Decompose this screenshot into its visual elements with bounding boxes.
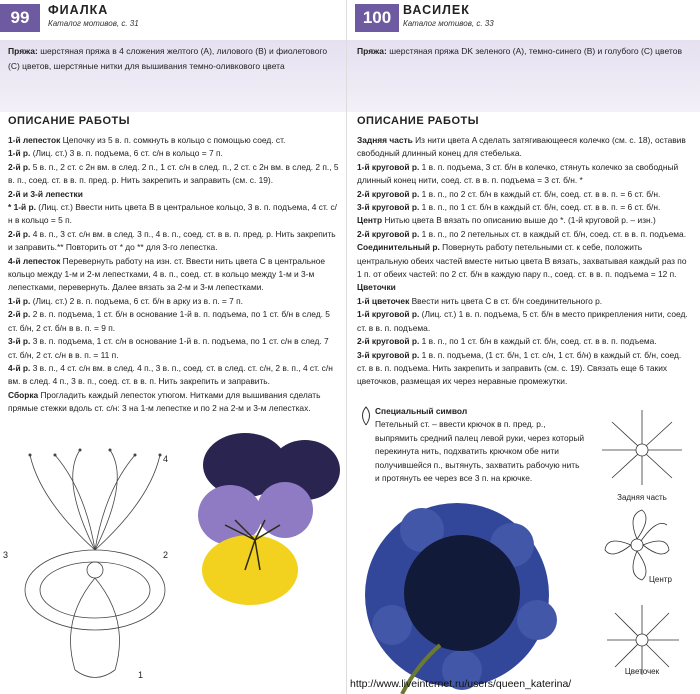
instruction-text: (Лиц. ст.) Ввести нить цвета B в центральное кольцо, 3 в. п. подъема, 4 ст. с/н в кольцо = 5 п. [8, 202, 337, 226]
instruction-label: Задняя часть [357, 135, 413, 145]
cornflower-photo [362, 485, 562, 694]
instruction-line [8, 161, 340, 188]
diagram-label-4: 4 [163, 454, 169, 464]
instruction-line [357, 214, 692, 227]
instruction-label: 3-й р. [8, 336, 31, 347]
instruction-line [357, 281, 692, 294]
instruction-line [357, 349, 692, 389]
instruction-line [357, 335, 692, 348]
instruction-line [8, 308, 340, 335]
instruction-label: Сборка [8, 389, 39, 400]
instruction-text: 4 в. п., 3 ст. с/н вм. в след. 3 п., 4 в. п., соед. ст. в в. п. пред. р. Нить закрепить и заправить.** Повторить от * до ** для 3-го лепестка. [8, 228, 336, 253]
instruction-label: 1-й р. [8, 295, 31, 306]
section-title: ОПИСАНИЕ РАБОТЫ [357, 115, 479, 127]
instruction-label: 2-й круговой р. [357, 336, 420, 347]
instruction-label: 4-й р. [8, 362, 31, 373]
yarn-text: шерстяная пряжа DK зеленого (A), темно-синего (B) и голубого (C) цветов [389, 46, 682, 56]
yarn-description [357, 44, 687, 59]
diagram-label-1: 1 [138, 670, 144, 680]
instruction-text: (Лиц. ст.) 1 в. п. подъема, 5 ст. б/н в место прикрепления нити, соед. ст. в в. п. подъема. [357, 309, 688, 333]
instruction-line [8, 188, 340, 201]
right-page [346, 0, 700, 694]
instruction-line [8, 335, 340, 362]
instruction-text: 1 в. п., по 2 ст. б/н в каждый ст. б/н, соед. ст. в в. п. = 6 ст. б/н. [419, 188, 661, 199]
pattern-title: ФИАЛКА [48, 3, 109, 17]
instruction-text: (Лиц. ст.) 3 в. п. подъема, 6 ст. с/н в кольцо = 7 п. [30, 148, 223, 159]
instruction-line [8, 134, 340, 147]
instruction-line [357, 188, 692, 201]
instruction-label: 1-й лепесток [8, 135, 61, 145]
pansy-photo [195, 430, 345, 610]
instruction-text: Ввести нить цвета C в ст. б/н соединительного р. [409, 295, 603, 306]
instruction-text: 1 в. п., по 1 ст. б/н в каждый ст. б/н, соед. ст. в в. п. = 6 ст. б/н. [419, 202, 661, 213]
loop-stitch-symbol-icon [357, 405, 375, 427]
instruction-text: Прогладить каждый лепесток утюгом. Нитками для вышивания сделать прямые стежки вдоль ст. с/н: 3 на 1-м лепестке и по 2 на 2-м и 3-м лепестках. [8, 389, 321, 414]
crochet-diagram [0, 440, 215, 694]
instruction-line [357, 295, 692, 308]
yarn-box [0, 40, 346, 112]
instruction-label: Соединительный р. [357, 242, 440, 253]
watermark: http://www.liveinternet.ru/users/queen_katerina/ [350, 678, 572, 690]
yarn-description [8, 44, 333, 74]
instructions [357, 134, 692, 389]
instruction-label: Цветочки [357, 282, 396, 293]
yarn-label: Пряжа: [8, 46, 38, 56]
instruction-line [357, 201, 692, 214]
instruction-label: 1-й круговой р. [357, 161, 420, 172]
diagram-label-center: Центр [649, 575, 672, 584]
special-text: Петельный ст. – ввести крючок в п. пред. р., выпрямить средний палец левой руки, через который перекинута нить, подхватить крючком обе нити получившейся п., вытянуть, захватить рабочую нить и протянуть ее через все 3 п. на крючке. [375, 419, 585, 484]
right-header [347, 0, 700, 40]
instruction-line [357, 308, 692, 335]
instruction-line [8, 389, 340, 416]
instruction-text: 1 в. п. подъема, 3 ст. б/н в колечко, стянуть колечко за свободный длинный конец нити, соед. ст. в в. п. подъема = 3 ст. б/н. * [357, 161, 679, 186]
left-page [0, 0, 346, 694]
instruction-text: Перевернуть работу на изн. ст. Ввести нить цвета C в центральное кольцо между 1-м и 2-м лепестками, 4 в. п., соед. ст. в кольцо между 1-м и 3-м лепестками, перевернуть. Далее вязать за 2-м и 3-м лепестками. [8, 255, 326, 293]
instruction-line [357, 134, 692, 161]
catalog-reference: Каталог мотивов, с. 33 [403, 19, 494, 28]
pattern-number: 99 [0, 4, 40, 32]
special-symbol [375, 405, 585, 485]
instruction-label: 1-й круговой р. [357, 309, 420, 320]
pattern-number: 100 [355, 4, 399, 32]
instruction-label: Центр [357, 215, 383, 226]
diagram-label-2: 2 [163, 550, 169, 560]
instruction-text: 3 в. п. подъема, 1 ст. с/н в основание 1-й в. п. подъема, по 1 ст. с/н в след. 7 ст. б/н, 2 ст. с/н в в. п. = 11 п. [8, 336, 329, 360]
left-header [0, 0, 346, 40]
instruction-label: 3-й круговой р. [357, 349, 420, 360]
instruction-line [8, 147, 340, 160]
yarn-text: шерстяная пряжа в 4 сложения желтого (A), лилового (B) и фиолетового (C) цветов, шерстяные нитки для вышивания темно-оливкового цвета [8, 46, 328, 71]
section-title: ОПИСАНИЕ РАБОТЫ [8, 115, 130, 127]
yarn-box [347, 40, 700, 112]
diagram-label-3: 3 [3, 550, 9, 560]
instruction-label: * 1-й р. [8, 202, 36, 213]
instruction-text: 2 в. п. подъема, 1 ст. б/н в основание 1-й в. п. подъема, по 1 ст. б/н в след. 5 ст. б/н, 2 ст. б/н в в. п. = 9 п. [8, 309, 330, 333]
instruction-line [357, 161, 692, 188]
instructions [8, 134, 340, 416]
instruction-label: 1-й цветочек [357, 295, 410, 306]
instruction-line [8, 362, 340, 389]
instruction-label: 2-й круговой р. [357, 228, 420, 239]
instruction-label: 2-й р. [8, 309, 31, 320]
instruction-line [357, 241, 692, 281]
instruction-text: 3 в. п., 4 ст. с/н вм. в след. 4 п., 3 в. п., соед. ст. в след. ст. с/н, 2 в. п., 4 ст. с/н вм. в след. 4 п., 3 в. п., соед. ст. в в. п. Нить закрепить и заправить. [8, 362, 333, 387]
instruction-label: 4-й лепесток [8, 255, 61, 266]
instruction-text: Нитью цвета B вязать по описанию выше до *. (1-й круговой р. – изн.) [382, 215, 656, 226]
instruction-text: 1 в. п., по 2 петельных ст. в каждый ст. б/н, соед. ст. в в. п. подъема. [419, 228, 687, 239]
instruction-label: 1-й р. [8, 148, 31, 159]
instruction-line [8, 201, 340, 228]
instruction-line [8, 255, 340, 295]
instruction-text: 1 в. п. подъема, (1 ст. б/н, 1 ст. с/н, 1 ст. б/н) в каждый ст. б/н, соед. ст. в в. п. подъема. Нить закрепить и заправить (см. с. 19). Связать еще 6 таких цветочков, размещая их через неравные промежутки. [357, 349, 682, 387]
instruction-text: Из нити цвета A сделать затягивающееся колечко (см. с. 18), оставив свободный длинный конец для стебелька. [357, 135, 686, 159]
instruction-text: (Лиц. ст.) 2 в. п. подъема, 6 ст. б/н в арку из в. п. = 7 п. [30, 295, 243, 306]
instruction-line [8, 295, 340, 308]
instruction-label: 2-й р. [8, 161, 31, 172]
instruction-text: 5 в. п., 2 ст. с 2н вм. в след. 2 п., 1 ст. с/н в след. п., 2 ст. с 2н вм. в след. 2 п., 5 в. п., соед. ст. в в. п. пред. р. Нить закрепить и заправить (см. с. 19). [8, 161, 339, 186]
instruction-text: Цепочку из 5 в. п. сомкнуть в кольцо с помощью соед. ст. [60, 135, 286, 145]
instruction-label: 2-й р. [8, 228, 31, 239]
instruction-text: Повернуть работу петельными ст. к себе, положить центральную обеих частей вместе нитью цвета B вязать, захватывая каждый раз по 1 п. от обеих частей: по 2 ст. б/н в каждую пару п., соед. ст. в в. п. подъема = 12 п. [357, 242, 687, 280]
instruction-label: 3-й круговой р. [357, 202, 420, 213]
diagram-label-back: Задняя часть [617, 493, 667, 502]
instruction-line [357, 228, 692, 241]
instruction-text: 1 в. п., по 1 ст. б/н в каждый ст. б/н, соед. ст. в в. п. подъема. [419, 336, 657, 347]
cornflower-diagrams [587, 400, 700, 694]
instruction-label: 2-й круговой р. [357, 188, 420, 199]
instruction-line [8, 228, 340, 255]
instruction-label: 2-й и 3-й лепестки [8, 188, 83, 199]
special-title: Специальный символ [375, 406, 468, 416]
diagram-label-flower: Цветочек [624, 667, 660, 676]
catalog-reference: Каталог мотивов, с. 31 [48, 19, 139, 28]
pattern-title: ВАСИЛЕК [403, 3, 470, 17]
yarn-label: Пряжа: [357, 46, 387, 56]
